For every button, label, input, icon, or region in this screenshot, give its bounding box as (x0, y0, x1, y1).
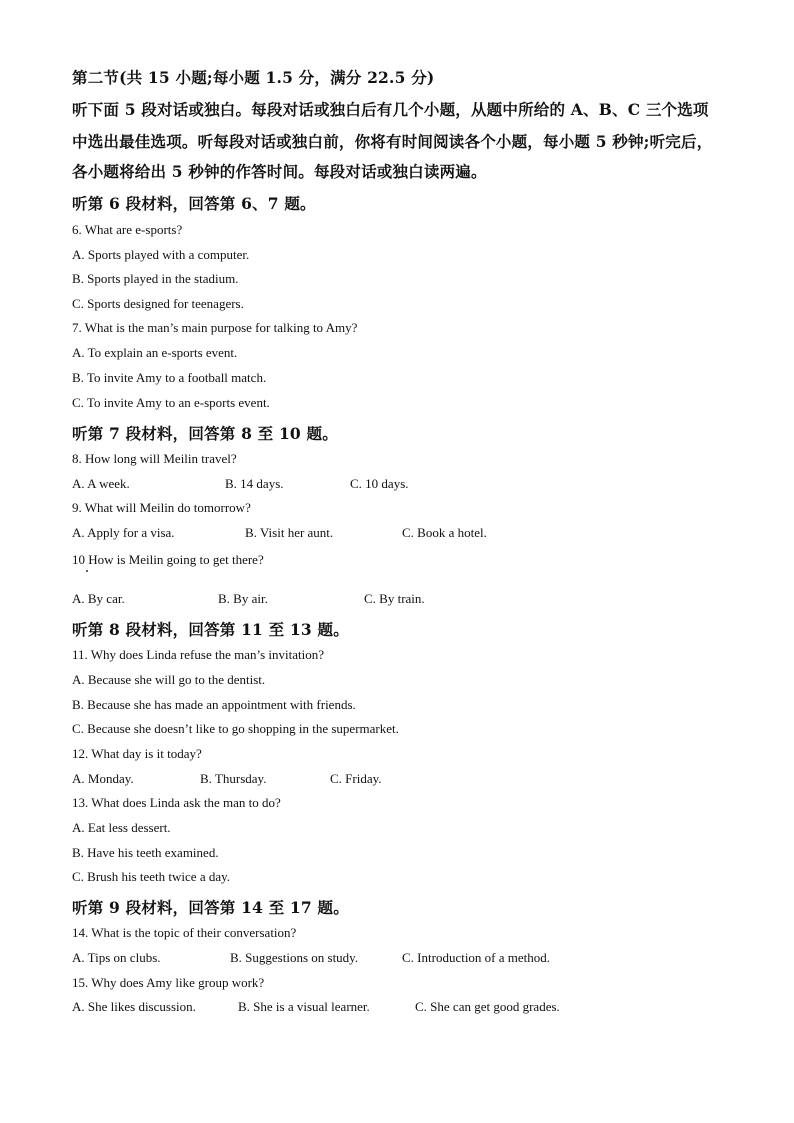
group-heading-7: 听第 7 段材料，回答第 8 至 10 题。 (72, 424, 338, 443)
question-13-option-b: B. Have his teeth examined. (72, 845, 219, 860)
question-7-option-a: A. To explain an e-sports event. (72, 345, 238, 360)
question-15-option-c: C. She can get good grades. (415, 999, 560, 1014)
question-6-option-b: B. Sports played in the stadium. (72, 271, 239, 286)
section-title: 第二节(共 15 小题;每小题 1.5 分，满分 22.5 分) (72, 68, 435, 87)
question-6-option-a: A. Sports played with a computer. (72, 247, 250, 262)
question-7-option-c: C. To invite Amy to an e-sports event. (72, 395, 270, 410)
question-12-option-a: A. Monday. (72, 771, 134, 786)
question-13-stem: 13. What does Linda ask the man to do? (72, 795, 281, 810)
question-9-stem: 9. What will Meilin do tomorrow? (72, 500, 251, 515)
question-9-option-a: A. Apply for a visa. (72, 525, 175, 540)
question-15-option-b: B. She is a visual learner. (238, 999, 370, 1014)
question-6-option-c: C. Sports designed for teenagers. (72, 296, 244, 311)
question-9-option-c: C. Book a hotel. (402, 525, 487, 540)
group-heading-8: 听第 8 段材料，回答第 11 至 13 题。 (72, 620, 349, 639)
instructions-line-1: 听下面 5 段对话或独白。每段对话或独白后有几个小题，从题中所给的 A、B、C 三个选项 (72, 100, 709, 119)
question-8-option-c: C. 10 days. (350, 476, 409, 491)
question-8-stem: 8. How long will Meilin travel? (72, 451, 237, 466)
question-7-stem: 7. What is the man’s main purpose for talking to Amy? (72, 320, 358, 335)
group-heading-9: 听第 9 段材料，回答第 14 至 17 题。 (72, 898, 349, 917)
question-11-option-c: C. Because she doesn’t like to go shopping in the supermarket. (72, 721, 399, 736)
question-11-stem: 11. Why does Linda refuse the man’s invitation? (72, 647, 324, 662)
instructions-line-3: 各小题将给出 5 秒钟的作答时间。每段对话或独白读两遍。 (72, 162, 487, 181)
question-6-stem: 6. What are e-sports? (72, 222, 183, 237)
question-8-option-b: B. 14 days. (225, 476, 284, 491)
instructions-line-2: 中选出最佳选项。听每段对话或独白前，你将有时间阅读各个小题，每小题 5 秒钟;听完后， (72, 132, 713, 151)
question-11-option-a: A. Because she will go to the dentist. (72, 672, 266, 687)
question-14-option-a: A. Tips on clubs. (72, 950, 161, 965)
stray-dot-mark (86, 570, 88, 572)
question-8-option-a: A. A week. (72, 476, 130, 491)
question-12-stem: 12. What day is it today? (72, 746, 202, 761)
question-14-option-b: B. Suggestions on study. (230, 950, 359, 965)
question-14-option-c: C. Introduction of a method. (402, 950, 551, 965)
question-10-option-b: B. By air. (218, 591, 268, 606)
question-12-option-b: B. Thursday. (200, 771, 267, 786)
question-9-option-b: B. Visit her aunt. (245, 525, 334, 540)
group-heading-6: 听第 6 段材料，回答第 6、7 题。 (72, 194, 316, 213)
question-10-option-a: A. By car. (72, 591, 125, 606)
question-15-option-a: A. She likes discussion. (72, 999, 196, 1014)
question-13-option-c: C. Brush his teeth twice a day. (72, 869, 231, 884)
question-11-option-b: B. Because she has made an appointment with friends. (72, 697, 356, 712)
question-12-option-c: C. Friday. (330, 771, 382, 786)
question-15-stem: 15. Why does Amy like group work? (72, 975, 265, 990)
question-10-option-c: C. By train. (364, 591, 425, 606)
question-13-option-a: A. Eat less dessert. (72, 820, 171, 835)
question-14-stem: 14. What is the topic of their conversation? (72, 925, 297, 940)
question-10-stem: 10 How is Meilin going to get there? (72, 552, 264, 567)
question-7-option-b: B. To invite Amy to a football match. (72, 370, 267, 385)
